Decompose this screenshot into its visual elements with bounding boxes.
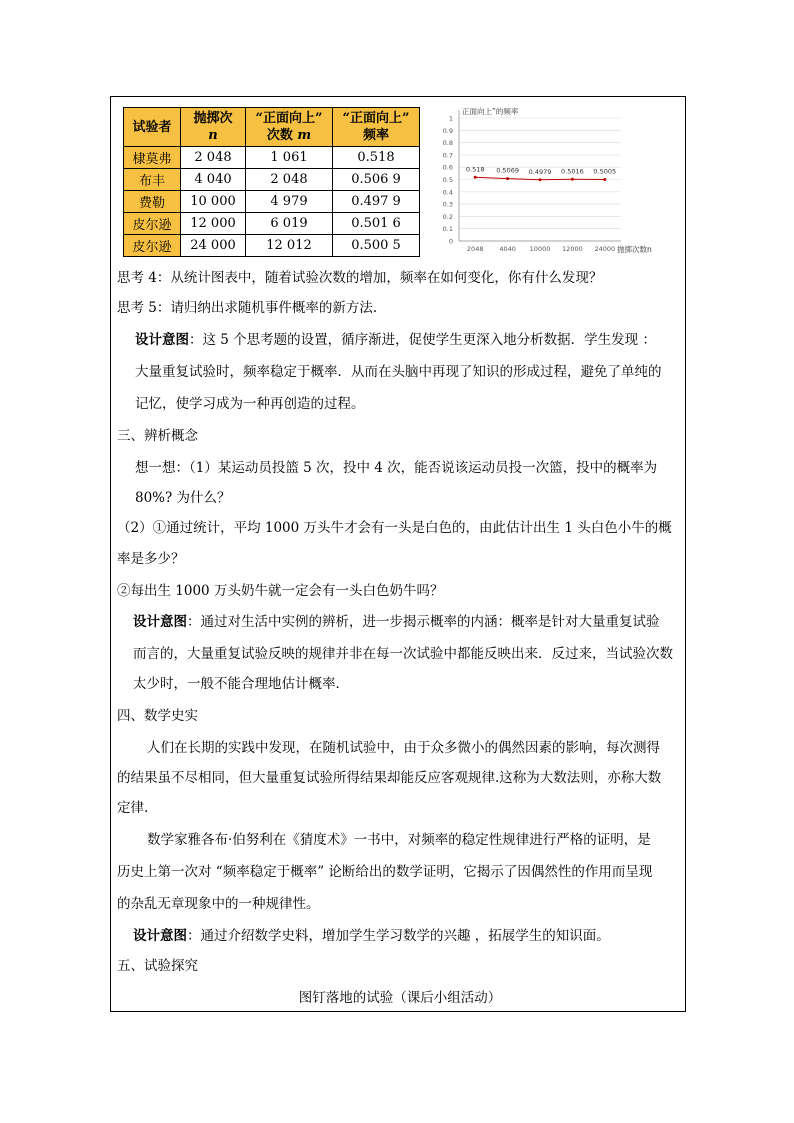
tosses-cell: 10 000 [181, 191, 246, 213]
question-2-line-2: 率是多少？ [117, 551, 185, 567]
history-line-3: 定律. [117, 800, 149, 816]
frequency-cell: 0.497 9 [333, 191, 420, 213]
x-axis-title: 抛掷次数n [617, 245, 652, 254]
data-point [539, 178, 542, 181]
data-label: 0.518 [465, 165, 485, 174]
table-row [124, 213, 420, 235]
design-intent-1-line-3: 记忆，使学习成为一种再创造的过程。 [135, 396, 365, 412]
x-tick-label: 2048 [466, 245, 484, 253]
data-label: 0.4979 [528, 167, 552, 176]
design-intent-1-line-1: 设计意图：这 5 个思考题的设置，循序渐进，促使学生更深入地分析数据．学生发现 ： [135, 332, 656, 348]
table-row [124, 235, 420, 257]
data-point [603, 178, 606, 181]
table-row [124, 169, 420, 191]
y-tick-label: 0.8 [442, 139, 453, 148]
table-row [124, 147, 420, 169]
think-line-1: 想一想：（1）某运动员投篮 5 次，投中 4 次，能否说该运动员投一次篮，投中的概率为 [135, 460, 658, 476]
y-tick-label: 0 [448, 237, 453, 246]
data-point [571, 178, 574, 181]
lesson-frame [110, 96, 686, 1012]
design-intent-3: 设计意图：通过介绍数学史料，增加学生学习数学的兴趣 ，拓展学生的知识面。 [133, 928, 610, 944]
header-experimenter: 试验者 [124, 108, 181, 147]
heads-count-cell: 12 012 [246, 235, 333, 257]
question-2-line-3: ②每出生 1000 万头奶牛就一定会有一头白色奶牛吗？ [117, 583, 444, 599]
experimenter-cell: 皮尔逊 [124, 235, 181, 257]
heads-count-cell: 6 019 [246, 213, 333, 235]
y-tick-label: 1 [448, 114, 453, 123]
data-label: 0.5005 [593, 167, 617, 176]
think-line-2: 80%? 为什么？ [135, 490, 231, 506]
x-tick-label: 4040 [499, 245, 516, 253]
data-label: 0.5069 [496, 166, 519, 175]
heads-count-cell: 2 048 [246, 169, 333, 191]
frequency-chart [431, 103, 681, 263]
y-tick-label: 0.3 [442, 200, 453, 209]
y-tick-label: 0.5 [442, 176, 453, 184]
history-line-1: 人们在长期的实践中发现，在随机试验中，由于众多微小的偶然因素的影响，每次测得 [147, 740, 660, 756]
experimenter-cell: 皮尔逊 [124, 213, 181, 235]
tosses-cell: 4 040 [181, 169, 246, 191]
chart-title: 正面向上”的频率 [462, 107, 519, 116]
y-tick-label: 0.9 [442, 126, 453, 135]
design-intent-1-line-2: 大量重复试验时，频率稳定于概率．从而在头脑中再现了知识的形成过程，避免了单纯的 [135, 364, 662, 380]
design-intent-2-line-1: 设计意图：通过对生活中实例的辨析，进一步揭示概率的内涵：概率是针对大量重复试验 [133, 614, 660, 630]
history-line-2: 的结果虽不尽相同，但大量重复试验所得结果却能反应客观规律.这称为大数法则，亦称大数 [117, 770, 662, 786]
history-line-5: 历史上第一次对 “频率稳定于概率” 论断给出的数学证明，它揭示了因偶然性的作用而呈现 [117, 864, 653, 880]
frequency-cell: 0.501 6 [333, 213, 420, 235]
experimenter-cell: 棣莫弗 [124, 147, 181, 169]
trial-table [123, 107, 420, 257]
tosses-cell: 2 048 [181, 147, 246, 169]
x-tick-label: 12000 [562, 245, 583, 253]
table-row [124, 191, 420, 213]
heads-count-cell: 4 979 [246, 191, 333, 213]
activity-title: 图钉落地的试验（课后小组活动） [298, 990, 502, 1006]
experimenter-cell: 费勒 [124, 191, 181, 213]
frequency-cell: 0.500 5 [333, 235, 420, 257]
section-4-heading: 四、数学史实 [117, 708, 198, 724]
x-tick-label: 24000 [594, 245, 616, 253]
data-point [474, 176, 477, 179]
data-point [506, 177, 509, 180]
y-tick-label: 0.2 [442, 212, 453, 221]
design-intent-2-line-2: 而言的，大量重复试验反映的规律并非在每一次试验中都能反映出来．反过来，当试验次数 [133, 646, 673, 662]
design-intent-label: 设计意图 [133, 614, 187, 630]
frequency-chart-svg [431, 103, 681, 263]
header-tosses: 抛掷次 n [181, 108, 246, 147]
y-tick-label: 0.4 [442, 188, 453, 197]
question-4: 思考 4：从统计图表中，随着试验次数的增加，频率在如何变化，你有什么发现？ [117, 270, 603, 286]
design-intent-label: 设计意图 [133, 928, 187, 944]
tosses-cell: 24 000 [181, 235, 246, 257]
question-2-line-1: （2）①通过统计，平均 1000 万头牛才会有一头是白色的，由此估计出生 1 头白色小牛的概 [117, 520, 672, 536]
tosses-cell: 12 000 [181, 213, 246, 235]
y-tick-label: 0.6 [442, 163, 453, 172]
question-5: 思考 5：请归纳出求随机事件概率的新方法. [117, 300, 378, 316]
y-tick-label: 0.7 [442, 151, 453, 160]
y-tick-label: 0.1 [442, 225, 453, 234]
data-label: 0.5016 [561, 167, 584, 176]
history-line-4: 数学家雅各布·伯努利在《猜度术》一书中，对频率的稳定性规律进行严格的证明，是 [147, 832, 651, 848]
table-header-row [124, 108, 420, 147]
x-tick-label: 10000 [529, 245, 551, 253]
header-heads-frequency: “正面向上” 频率 [333, 108, 420, 147]
section-3-heading: 三、辨析概念 [117, 428, 198, 444]
experimenter-cell: 布丰 [124, 169, 181, 191]
frequency-cell: 0.518 [333, 147, 420, 169]
section-5-heading: 五、试验探究 [117, 958, 198, 974]
design-intent-2-line-3: 太少时，一般不能合理地估计概率． [133, 676, 349, 692]
design-intent-label: 设计意图 [135, 332, 189, 348]
header-heads-count: “正面向上” 次数 m [246, 108, 333, 147]
frequency-cell: 0.506 9 [333, 169, 420, 191]
history-line-6: 的杂乱无章现象中的一种规律性。 [117, 896, 320, 912]
heads-count-cell: 1 061 [246, 147, 333, 169]
